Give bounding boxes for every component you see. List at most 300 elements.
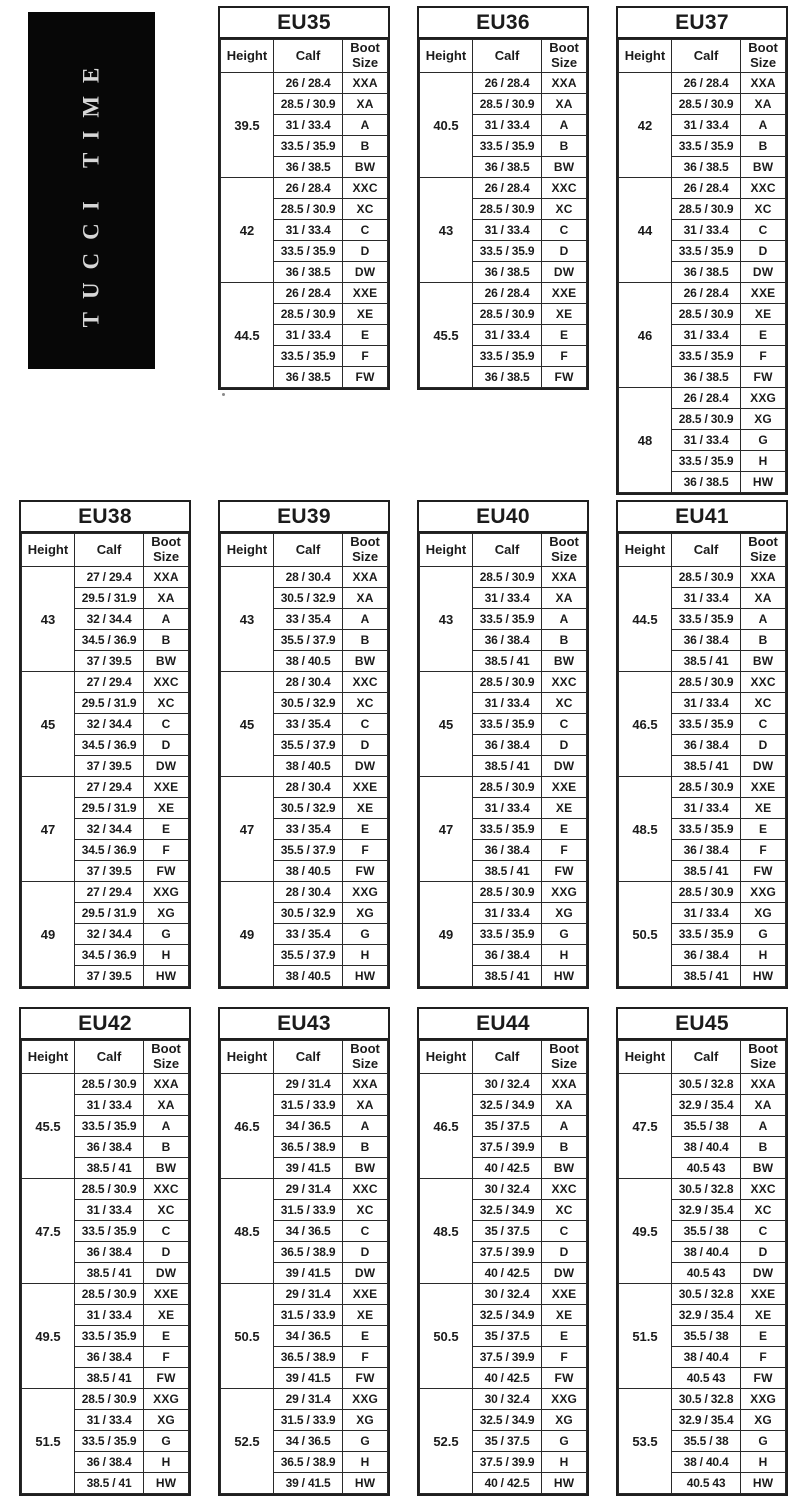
col-header-height: Height: [420, 40, 473, 73]
boot-size-cell: FW: [343, 1368, 388, 1389]
calf-cell: 40.5 43: [671, 1158, 740, 1179]
boot-size-cell: A: [542, 1116, 587, 1137]
boot-size-cell: XG: [542, 903, 587, 924]
height-cell: 52.5: [221, 1389, 274, 1494]
height-cell: 42: [221, 178, 274, 283]
boot-size-cell: H: [343, 1452, 388, 1473]
boot-size-cell: FW: [741, 1368, 786, 1389]
table-title: EU44: [419, 1009, 587, 1040]
table-row: [619, 777, 786, 798]
calf-cell: 35.5 / 37.9: [273, 735, 342, 756]
calf-cell: 28.5 / 30.9: [671, 672, 740, 693]
calf-cell: 28.5 / 30.9: [671, 882, 740, 903]
calf-cell: 28.5 / 30.9: [671, 199, 740, 220]
boot-size-cell: FW: [741, 861, 786, 882]
boot-size-cell: HW: [542, 1473, 587, 1494]
col-header-calf: Calf: [472, 534, 541, 567]
boot-size-cell: XC: [343, 693, 388, 714]
boot-size-cell: H: [741, 1452, 786, 1473]
calf-cell: 28.5 / 30.9: [671, 94, 740, 115]
calf-cell: 36 / 38.4: [671, 735, 740, 756]
height-cell: 48: [619, 388, 672, 493]
boot-size-cell: E: [343, 819, 388, 840]
table-row: [221, 73, 388, 94]
boot-size-cell: A: [343, 609, 388, 630]
size-table-eu44: [417, 1007, 589, 1496]
table-row: [619, 1179, 786, 1200]
calf-cell: 39 / 41.5: [273, 1158, 342, 1179]
calf-cell: 33 / 35.4: [273, 714, 342, 735]
size-grid: [21, 1040, 189, 1494]
boot-size-cell: A: [144, 609, 189, 630]
table-row: [420, 1284, 587, 1305]
calf-cell: 33.5 / 35.9: [273, 136, 342, 157]
col-header-height: Height: [420, 534, 473, 567]
calf-cell: 36 / 38.5: [472, 367, 541, 388]
boot-size-cell: XC: [542, 693, 587, 714]
boot-size-cell: XG: [144, 903, 189, 924]
boot-size-cell: D: [343, 1242, 388, 1263]
calf-cell: 36 / 38.5: [671, 367, 740, 388]
calf-cell: 30.5 / 32.9: [273, 693, 342, 714]
col-header-calf: Calf: [472, 1041, 541, 1074]
table-row: [619, 672, 786, 693]
boot-size-cell: HW: [144, 1473, 189, 1494]
boot-size-cell: XXG: [144, 882, 189, 903]
table-row: [22, 1179, 189, 1200]
calf-cell: 33 / 35.4: [273, 924, 342, 945]
boot-size-cell: XXE: [741, 283, 786, 304]
height-cell: 40.5: [420, 73, 473, 178]
boot-size-cell: XXC: [144, 672, 189, 693]
height-cell: 46.5: [420, 1074, 473, 1179]
boot-size-cell: BW: [741, 157, 786, 178]
boot-size-cell: XXA: [741, 73, 786, 94]
calf-cell: 29.5 / 31.9: [74, 798, 143, 819]
table-row: [619, 1389, 786, 1410]
calf-cell: 33.5 / 35.9: [671, 241, 740, 262]
calf-cell: 31 / 33.4: [472, 903, 541, 924]
calf-cell: 36 / 38.5: [472, 157, 541, 178]
boot-size-cell: XG: [741, 1410, 786, 1431]
table-row: [221, 672, 388, 693]
col-header-height: Height: [22, 1041, 75, 1074]
boot-size-cell: D: [144, 735, 189, 756]
calf-cell: 27 / 29.4: [74, 882, 143, 903]
brand-logo: [28, 12, 155, 369]
boot-size-cell: B: [542, 1137, 587, 1158]
boot-size-cell: XC: [343, 1200, 388, 1221]
calf-cell: 40 / 42.5: [472, 1158, 541, 1179]
calf-cell: 29 / 31.4: [273, 1284, 342, 1305]
table-row: [221, 567, 388, 588]
calf-cell: 31 / 33.4: [671, 220, 740, 241]
calf-cell: 30.5 / 32.9: [273, 903, 342, 924]
boot-size-cell: XA: [343, 94, 388, 115]
boot-size-cell: G: [741, 1431, 786, 1452]
calf-cell: 32.5 / 34.9: [472, 1410, 541, 1431]
boot-size-cell: XXG: [144, 1389, 189, 1410]
col-header-boot-size: Boot Size: [343, 40, 388, 73]
calf-cell: 33.5 / 35.9: [273, 241, 342, 262]
calf-cell: 31 / 33.4: [472, 325, 541, 346]
boot-size-cell: FW: [144, 861, 189, 882]
calf-cell: 33.5 / 35.9: [671, 819, 740, 840]
size-grid: [419, 533, 587, 987]
calf-cell: 32.5 / 34.9: [472, 1200, 541, 1221]
size-grid: [618, 1040, 786, 1494]
table-row: [22, 1389, 189, 1410]
boot-size-cell: XXA: [542, 567, 587, 588]
boot-size-cell: DW: [542, 756, 587, 777]
height-cell: 45: [420, 672, 473, 777]
calf-cell: 28 / 30.4: [273, 672, 342, 693]
boot-size-cell: XE: [542, 798, 587, 819]
col-header-calf: Calf: [671, 1041, 740, 1074]
boot-size-cell: XA: [542, 588, 587, 609]
calf-cell: 36.5 / 38.9: [273, 1452, 342, 1473]
boot-size-cell: B: [343, 136, 388, 157]
boot-size-cell: D: [542, 1242, 587, 1263]
boot-size-cell: BW: [343, 157, 388, 178]
calf-cell: 35 / 37.5: [472, 1221, 541, 1242]
calf-cell: 28.5 / 30.9: [74, 1389, 143, 1410]
boot-size-cell: G: [542, 1431, 587, 1452]
calf-cell: 32.9 / 35.4: [671, 1200, 740, 1221]
table-title: EU43: [220, 1009, 388, 1040]
calf-cell: 38.5 / 41: [74, 1158, 143, 1179]
boot-size-cell: XG: [144, 1410, 189, 1431]
boot-size-cell: F: [144, 840, 189, 861]
calf-cell: 30.5 / 32.9: [273, 798, 342, 819]
calf-cell: 38.5 / 41: [472, 966, 541, 987]
calf-cell: 36 / 38.5: [671, 262, 740, 283]
calf-cell: 32.5 / 34.9: [472, 1305, 541, 1326]
calf-cell: 26 / 28.4: [472, 283, 541, 304]
calf-cell: 32.9 / 35.4: [671, 1410, 740, 1431]
boot-size-cell: XXC: [343, 1179, 388, 1200]
boot-size-cell: F: [343, 346, 388, 367]
calf-cell: 36 / 38.4: [671, 840, 740, 861]
calf-cell: 36 / 38.4: [472, 735, 541, 756]
calf-cell: 31 / 33.4: [472, 220, 541, 241]
col-header-height: Height: [619, 534, 672, 567]
calf-cell: 31 / 33.4: [671, 693, 740, 714]
boot-size-cell: DW: [144, 1263, 189, 1284]
boot-size-cell: XG: [741, 903, 786, 924]
calf-cell: 35.5 / 38: [671, 1431, 740, 1452]
boot-size-cell: XG: [741, 409, 786, 430]
boot-size-cell: D: [343, 241, 388, 262]
calf-cell: 29 / 31.4: [273, 1179, 342, 1200]
boot-size-cell: XG: [343, 1410, 388, 1431]
calf-cell: 33.5 / 35.9: [472, 714, 541, 735]
height-cell: 48.5: [420, 1179, 473, 1284]
boot-size-cell: DW: [343, 1263, 388, 1284]
calf-cell: 36 / 38.4: [74, 1137, 143, 1158]
calf-cell: 40.5 43: [671, 1473, 740, 1494]
boot-size-cell: A: [741, 115, 786, 136]
table-row: [221, 1389, 388, 1410]
boot-size-cell: XXG: [741, 882, 786, 903]
boot-size-cell: HW: [542, 966, 587, 987]
calf-cell: 26 / 28.4: [472, 73, 541, 94]
calf-cell: 40 / 42.5: [472, 1263, 541, 1284]
col-header-height: Height: [221, 1041, 274, 1074]
size-table-eu42: [19, 1007, 191, 1496]
calf-cell: 31 / 33.4: [273, 220, 342, 241]
boot-size-cell: F: [343, 840, 388, 861]
calf-cell: 28.5 / 30.9: [472, 882, 541, 903]
calf-cell: 32 / 34.4: [74, 609, 143, 630]
calf-cell: 28.5 / 30.9: [472, 304, 541, 325]
table-row: [619, 1074, 786, 1095]
calf-cell: 37 / 39.5: [74, 861, 143, 882]
boot-size-cell: XXG: [741, 1389, 786, 1410]
calf-cell: 36 / 38.4: [472, 630, 541, 651]
calf-cell: 31 / 33.4: [273, 325, 342, 346]
boot-size-cell: B: [741, 136, 786, 157]
size-grid: [419, 1040, 587, 1494]
boot-size-cell: XE: [343, 798, 388, 819]
boot-size-cell: FW: [741, 367, 786, 388]
boot-size-cell: HW: [343, 1473, 388, 1494]
boot-size-cell: E: [741, 325, 786, 346]
boot-size-cell: BW: [542, 1158, 587, 1179]
calf-cell: 33.5 / 35.9: [472, 819, 541, 840]
calf-cell: 34 / 36.5: [273, 1116, 342, 1137]
boot-size-cell: XE: [343, 304, 388, 325]
calf-cell: 26 / 28.4: [273, 283, 342, 304]
boot-size-cell: C: [741, 714, 786, 735]
boot-size-cell: XXE: [144, 777, 189, 798]
boot-size-cell: XXG: [542, 882, 587, 903]
calf-cell: 34 / 36.5: [273, 1221, 342, 1242]
calf-cell: 30.5 / 32.8: [671, 1389, 740, 1410]
col-header-calf: Calf: [671, 534, 740, 567]
calf-cell: 38.5 / 41: [472, 756, 541, 777]
calf-cell: 28 / 30.4: [273, 777, 342, 798]
table-row: [420, 283, 587, 304]
calf-cell: 33.5 / 35.9: [671, 924, 740, 945]
boot-size-cell: A: [542, 609, 587, 630]
calf-cell: 32.9 / 35.4: [671, 1095, 740, 1116]
boot-size-cell: B: [542, 630, 587, 651]
col-header-calf: Calf: [472, 40, 541, 73]
calf-cell: 29.5 / 31.9: [74, 903, 143, 924]
calf-cell: 38 / 40.5: [273, 651, 342, 672]
calf-cell: 34.5 / 36.9: [74, 840, 143, 861]
calf-cell: 31 / 33.4: [671, 903, 740, 924]
boot-size-cell: XC: [741, 199, 786, 220]
boot-size-cell: XE: [144, 798, 189, 819]
calf-cell: 28.5 / 30.9: [273, 94, 342, 115]
calf-cell: 32 / 34.4: [74, 819, 143, 840]
boot-size-cell: HW: [741, 966, 786, 987]
calf-cell: 33.5 / 35.9: [671, 609, 740, 630]
boot-size-cell: XC: [741, 693, 786, 714]
height-cell: 47.5: [619, 1074, 672, 1179]
height-cell: 49: [22, 882, 75, 987]
calf-cell: 31.5 / 33.9: [273, 1305, 342, 1326]
calf-cell: 26 / 28.4: [671, 388, 740, 409]
table-title: EU36: [419, 8, 587, 39]
boot-size-cell: XE: [144, 1305, 189, 1326]
boot-size-cell: XXA: [343, 1074, 388, 1095]
boot-size-cell: F: [741, 840, 786, 861]
calf-cell: 32 / 34.4: [74, 714, 143, 735]
calf-cell: 33.5 / 35.9: [472, 241, 541, 262]
calf-cell: 31.5 / 33.9: [273, 1095, 342, 1116]
boot-size-cell: XA: [741, 94, 786, 115]
boot-size-cell: XC: [542, 199, 587, 220]
calf-cell: 39 / 41.5: [273, 1263, 342, 1284]
calf-cell: 38 / 40.4: [671, 1242, 740, 1263]
boot-size-cell: G: [741, 430, 786, 451]
table-title: EU35: [220, 8, 388, 39]
calf-cell: 38 / 40.5: [273, 756, 342, 777]
calf-cell: 29 / 31.4: [273, 1074, 342, 1095]
calf-cell: 35.5 / 38: [671, 1326, 740, 1347]
boot-size-cell: XXE: [343, 777, 388, 798]
calf-cell: 33.5 / 35.9: [671, 451, 740, 472]
col-header-calf: Calf: [273, 534, 342, 567]
boot-size-cell: C: [343, 220, 388, 241]
table-title: EU37: [618, 8, 786, 39]
height-cell: 44.5: [221, 283, 274, 388]
table-row: [420, 672, 587, 693]
calf-cell: 27 / 29.4: [74, 777, 143, 798]
calf-cell: 31 / 33.4: [74, 1200, 143, 1221]
col-header-height: Height: [420, 1041, 473, 1074]
size-grid: [618, 533, 786, 987]
calf-cell: 35.5 / 37.9: [273, 840, 342, 861]
calf-cell: 35 / 37.5: [472, 1431, 541, 1452]
boot-size-cell: H: [144, 1452, 189, 1473]
calf-cell: 35.5 / 37.9: [273, 630, 342, 651]
boot-size-cell: F: [144, 1347, 189, 1368]
boot-size-cell: XXC: [741, 178, 786, 199]
height-cell: 43: [420, 567, 473, 672]
col-header-calf: Calf: [671, 40, 740, 73]
boot-size-cell: A: [741, 1116, 786, 1137]
calf-cell: 30.5 / 32.9: [273, 588, 342, 609]
size-grid: [220, 39, 388, 388]
boot-size-cell: XXA: [741, 567, 786, 588]
boot-size-cell: BW: [144, 1158, 189, 1179]
boot-size-cell: H: [144, 945, 189, 966]
height-cell: 47.5: [22, 1179, 75, 1284]
col-header-boot-size: Boot Size: [741, 40, 786, 73]
table-row: [221, 882, 388, 903]
size-grid: [220, 1040, 388, 1494]
boot-size-cell: XA: [144, 588, 189, 609]
calf-cell: 37 / 39.5: [74, 756, 143, 777]
boot-size-cell: C: [542, 714, 587, 735]
boot-size-cell: XC: [542, 1200, 587, 1221]
calf-cell: 36 / 38.4: [472, 840, 541, 861]
boot-size-cell: XE: [741, 304, 786, 325]
calf-cell: 30.5 / 32.8: [671, 1074, 740, 1095]
boot-size-cell: C: [741, 1221, 786, 1242]
calf-cell: 32 / 34.4: [74, 924, 143, 945]
boot-size-cell: XC: [144, 693, 189, 714]
size-table-eu45: [616, 1007, 788, 1496]
boot-size-cell: F: [542, 1347, 587, 1368]
boot-size-cell: C: [343, 1221, 388, 1242]
boot-size-cell: XXE: [542, 1284, 587, 1305]
calf-cell: 31 / 33.4: [671, 588, 740, 609]
calf-cell: 35.5 / 37.9: [273, 945, 342, 966]
col-header-height: Height: [22, 534, 75, 567]
boot-size-cell: XXE: [542, 283, 587, 304]
boot-size-cell: E: [542, 819, 587, 840]
boot-size-cell: D: [741, 1242, 786, 1263]
boot-size-cell: FW: [542, 367, 587, 388]
col-header-height: Height: [619, 40, 672, 73]
boot-size-cell: DW: [741, 1263, 786, 1284]
height-cell: 45.5: [22, 1074, 75, 1179]
height-cell: 47: [420, 777, 473, 882]
boot-size-cell: E: [144, 1326, 189, 1347]
calf-cell: 37.5 / 39.9: [472, 1347, 541, 1368]
boot-size-cell: XXA: [144, 1074, 189, 1095]
calf-cell: 28.5 / 30.9: [74, 1284, 143, 1305]
boot-size-cell: XA: [343, 588, 388, 609]
boot-size-cell: G: [144, 924, 189, 945]
boot-size-cell: DW: [144, 756, 189, 777]
boot-size-cell: XA: [542, 94, 587, 115]
boot-size-cell: E: [741, 1326, 786, 1347]
height-cell: 49: [420, 882, 473, 987]
boot-size-cell: B: [542, 136, 587, 157]
boot-size-cell: C: [542, 1221, 587, 1242]
boot-size-cell: G: [741, 924, 786, 945]
height-cell: 50.5: [221, 1284, 274, 1389]
calf-cell: 26 / 28.4: [472, 178, 541, 199]
calf-cell: 28.5 / 30.9: [671, 304, 740, 325]
boot-size-cell: D: [741, 241, 786, 262]
calf-cell: 36 / 38.4: [74, 1452, 143, 1473]
boot-size-cell: XXG: [741, 388, 786, 409]
calf-cell: 38 / 40.4: [671, 1347, 740, 1368]
table-row: [22, 567, 189, 588]
calf-cell: 30 / 32.4: [472, 1389, 541, 1410]
calf-cell: 38.5 / 41: [472, 651, 541, 672]
boot-size-cell: H: [741, 451, 786, 472]
boot-size-cell: C: [343, 714, 388, 735]
calf-cell: 28.5 / 30.9: [273, 199, 342, 220]
table-title: EU40: [419, 502, 587, 533]
calf-cell: 33.5 / 35.9: [671, 346, 740, 367]
height-cell: 50.5: [619, 882, 672, 987]
table-row: [619, 73, 786, 94]
boot-size-cell: XA: [741, 1095, 786, 1116]
boot-size-cell: XXA: [741, 1074, 786, 1095]
calf-cell: 35 / 37.5: [472, 1116, 541, 1137]
col-header-height: Height: [221, 40, 274, 73]
calf-cell: 36.5 / 38.9: [273, 1347, 342, 1368]
boot-size-cell: F: [343, 1347, 388, 1368]
boot-size-cell: DW: [343, 756, 388, 777]
table-row: [420, 73, 587, 94]
calf-cell: 36 / 38.5: [273, 262, 342, 283]
boot-size-cell: B: [343, 630, 388, 651]
boot-size-cell: XXC: [542, 178, 587, 199]
boot-size-cell: XE: [741, 1305, 786, 1326]
height-cell: 47: [221, 777, 274, 882]
table-row: [420, 882, 587, 903]
